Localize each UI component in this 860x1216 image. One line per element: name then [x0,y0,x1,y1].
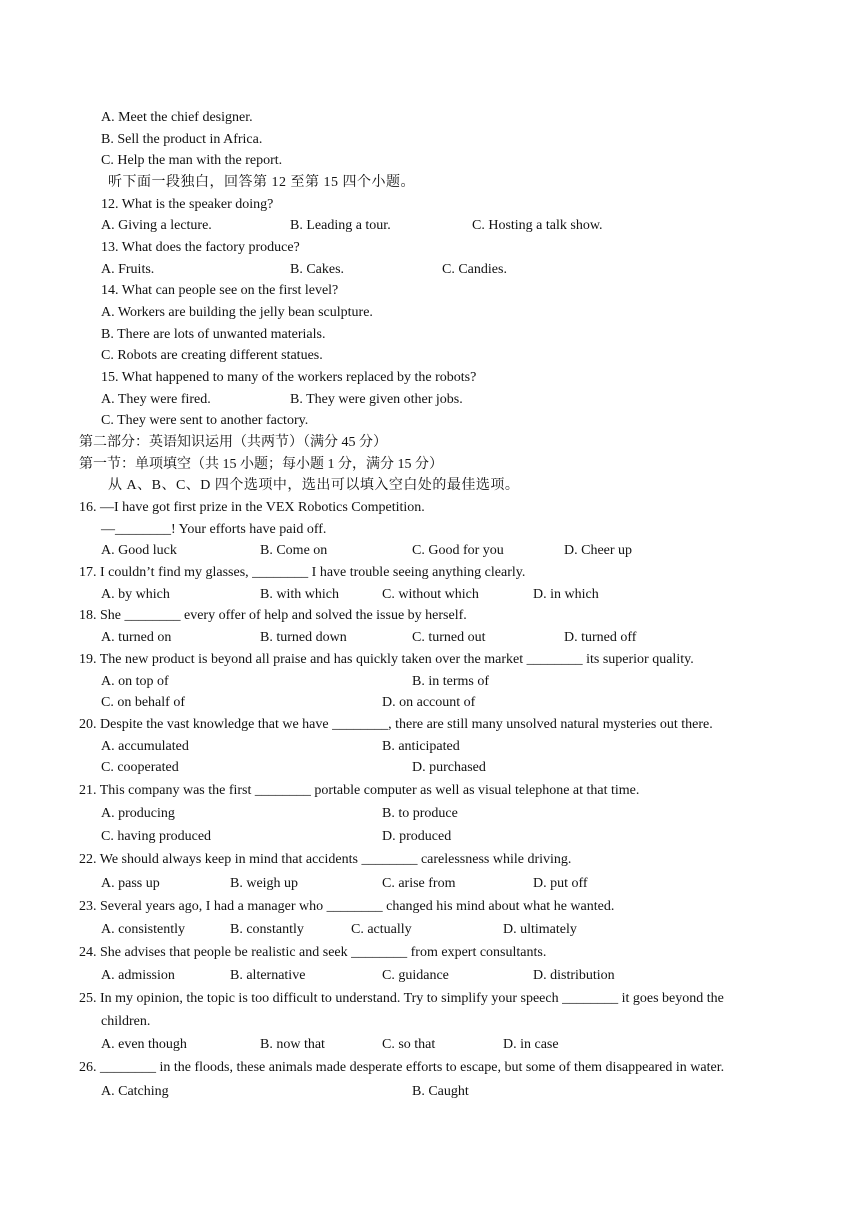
question-14-option-c: C. Robots are creating different statues. [101,348,323,363]
question-17-option-b: B. with which [260,587,339,602]
question-23-option-d: D. ultimately [503,922,577,937]
question-12-option-a: A. Giving a lecture. [101,218,212,233]
question-24-option-c: C. guidance [382,968,449,983]
question-15-option-c: C. They were sent to another factory. [101,413,309,428]
question-26-option-a: A. Catching [101,1084,169,1099]
question-21-option-b: B. to produce [382,806,458,821]
question-13-option-c: C. Candies. [442,262,507,277]
question-21-option-a: A. producing [101,806,175,821]
question-21-stem: 21. This company was the first ________ portable computer as well as visual telephone at that time. [79,783,640,798]
question-26-option-b: B. Caught [412,1084,469,1099]
question-22-stem: 22. We should always keep in mind that accidents ________ carelessness while driving. [79,852,572,867]
question-17-option-d: D. in which [533,587,599,602]
question-15-option-a: A. They were fired. [101,392,211,407]
question-17-stem: 17. I couldn’t find my glasses, ________ I have trouble seeing anything clearly. [79,565,526,580]
prev-option-b: B. Sell the product in Africa. [101,132,263,147]
question-16-option-b: B. Come on [260,543,328,558]
question-23-stem: 23. Several years ago, I had a manager who ________ changed his mind about what he wanted. [79,899,615,914]
question-19-option-d: D. on account of [382,695,476,710]
question-20-option-d: D. purchased [412,760,486,775]
question-18-option-c: C. turned out [412,630,486,645]
question-25-stem: 25. In my opinion, the topic is too difficult to understand. Try to simplify your speech ________ it goes beyond the [79,991,724,1006]
section-1-instruction: 从 A、B、C、D 四个选项中，选出可以填入空白处的最佳选项。 [108,478,520,493]
question-24-stem: 24. She advises that people be realistic and seek ________ from expert consultants. [79,945,547,960]
question-13-option-a: A. Fruits. [101,262,155,277]
question-25-option-d: D. in case [503,1037,559,1052]
question-26-stem: 26. ________ in the floods, these animals made desperate efforts to escape, but some of them disappeared in water. [79,1060,725,1075]
question-14-stem: 14. What can people see on the first level? [101,283,339,298]
question-15-stem: 15. What happened to many of the workers replaced by the robots? [101,370,477,385]
question-22-option-c: C. arise from [382,876,456,891]
question-18-option-b: B. turned down [260,630,347,645]
section-1-title: 第一节：单项填空（共 15 小题；每小题 1 分，满分 15 分） [79,457,443,472]
part-2-title: 第二部分：英语知识运用（共两节）（满分 45 分） [79,435,387,450]
question-25-stem-continued: children. [101,1014,151,1029]
question-20-option-c: C. cooperated [101,760,179,775]
question-24-option-d: D. distribution [533,968,615,983]
question-16-option-c: C. Good for you [412,543,504,558]
question-13-stem: 13. What does the factory produce? [101,240,300,255]
question-17-option-c: C. without which [382,587,479,602]
question-25-option-b: B. now that [260,1037,325,1052]
question-20-option-a: A. accumulated [101,739,189,754]
question-22-option-b: B. weigh up [230,876,299,891]
prev-option-c: C. Help the man with the report. [101,153,283,168]
question-18-option-d: D. turned off [564,630,637,645]
listening-instruction: 听下面一段独白，回答第 12 至第 15 四个小题。 [108,175,415,190]
question-14-option-b: B. There are lots of unwanted materials. [101,327,326,342]
prev-option-a: A. Meet the chief designer. [101,110,253,125]
question-25-option-c: C. so that [382,1037,436,1052]
question-18-stem: 18. She ________ every offer of help and solved the issue by herself. [79,608,467,623]
question-21-option-d: D. produced [382,829,452,844]
question-15-option-b: B. They were given other jobs. [290,392,463,407]
question-16-option-d: D. Cheer up [564,543,633,558]
question-16-reply: —________! Your efforts have paid off. [101,522,327,537]
question-14-option-a: A. Workers are building the jelly bean sculpture. [101,305,373,320]
question-12-option-b: B. Leading a tour. [290,218,391,233]
question-24-option-b: B. alternative [230,968,306,983]
question-18-option-a: A. turned on [101,630,172,645]
question-25-option-a: A. even though [101,1037,187,1052]
question-22-option-a: A. pass up [101,876,160,891]
question-17-option-a: A. by which [101,587,170,602]
question-23-option-b: B. constantly [230,922,304,937]
question-16-stem: 16. —I have got first prize in the VEX Robotics Competition. [79,500,425,515]
question-19-option-a: A. on top of [101,674,169,689]
question-23-option-c: C. actually [351,922,412,937]
question-12-option-c: C. Hosting a talk show. [472,218,603,233]
question-19-option-b: B. in terms of [412,674,489,689]
question-22-option-d: D. put off [533,876,588,891]
question-20-option-b: B. anticipated [382,739,460,754]
question-24-option-a: A. admission [101,968,175,983]
question-13-option-b: B. Cakes. [290,262,345,277]
question-12-stem: 12. What is the speaker doing? [101,197,274,212]
question-21-option-c: C. having produced [101,829,212,844]
question-19-stem: 19. The new product is beyond all praise and has quickly taken over the market ________ its superior quality. [79,652,694,667]
question-23-option-a: A. consistently [101,922,185,937]
question-20-stem: 20. Despite the vast knowledge that we have ________, there are still many unsolved natural mysteries out there. [79,717,713,732]
question-19-option-c: C. on behalf of [101,695,185,710]
question-16-option-a: A. Good luck [101,543,177,558]
